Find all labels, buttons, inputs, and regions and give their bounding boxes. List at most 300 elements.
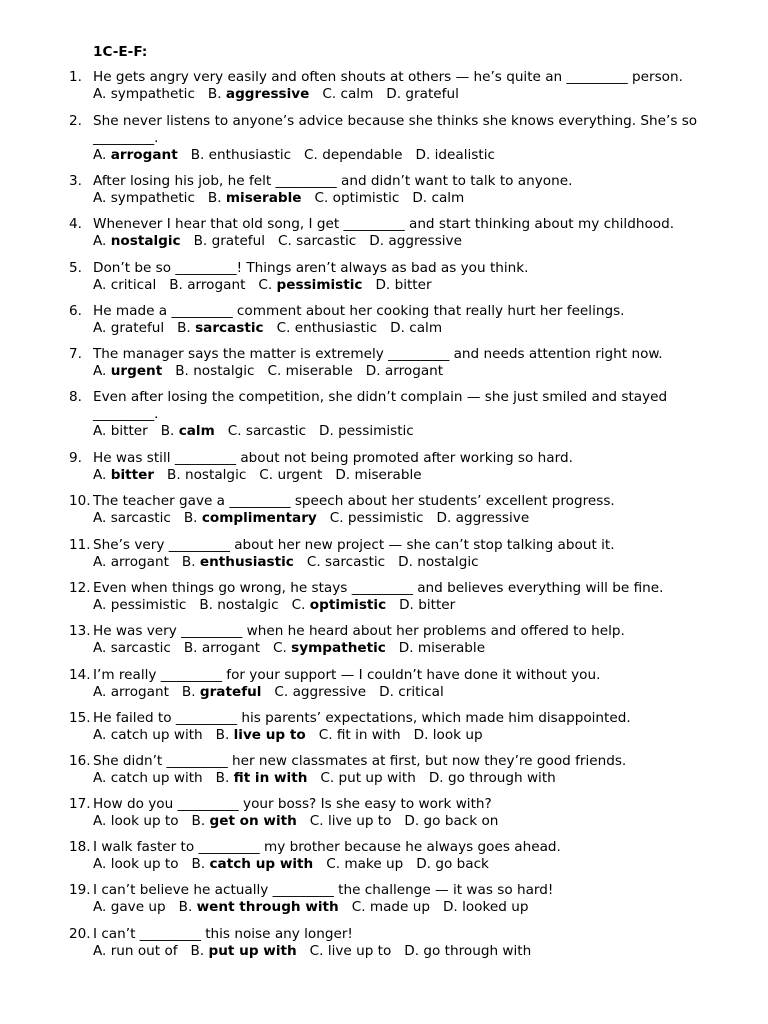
option-text: pessimistic <box>347 510 424 526</box>
option-text: live up to <box>327 943 392 959</box>
option-letter: B. <box>193 233 208 249</box>
answer-option <box>228 423 306 439</box>
answer-option <box>93 277 156 293</box>
answer-option-correct <box>93 147 178 163</box>
question-item <box>0 710 768 744</box>
option-text: made up <box>369 899 430 915</box>
question-item <box>0 493 768 527</box>
option-letter: D. <box>375 277 391 293</box>
option-letter: A. <box>93 597 107 613</box>
option-letter: B. <box>177 320 191 336</box>
option-letter: D. <box>428 770 444 786</box>
answer-option <box>277 320 378 336</box>
option-text: arrogant <box>110 684 169 700</box>
answer-option <box>314 190 399 206</box>
option-letter: B. <box>207 86 222 102</box>
answer-options <box>93 943 768 960</box>
answer-options <box>93 467 768 484</box>
option-letter: B. <box>178 899 193 915</box>
answer-option <box>93 813 179 829</box>
answer-option <box>399 597 455 613</box>
question-item <box>0 796 768 830</box>
answer-option <box>93 597 186 613</box>
option-text: nostalgic <box>193 363 255 379</box>
option-letter: A. <box>93 86 107 102</box>
option-text: grateful <box>110 320 165 336</box>
question-stem: I can’t _________ this noise any longer! <box>93 926 353 942</box>
question-number: 10. <box>69 493 91 509</box>
answer-option <box>184 640 260 656</box>
answer-option-correct <box>192 856 314 872</box>
option-text: arrogant <box>187 277 246 293</box>
answer-option <box>398 554 478 570</box>
option-letter: D. <box>404 813 420 829</box>
option-letter: C. <box>326 856 341 872</box>
option-letter: B. <box>207 190 222 206</box>
option-text: pessimistic <box>110 597 187 613</box>
answer-option <box>416 856 489 872</box>
option-text: looked up <box>462 899 529 915</box>
answer-option <box>386 86 459 102</box>
answer-option <box>93 684 169 700</box>
answer-option <box>93 899 166 915</box>
option-letter: C. <box>274 684 289 700</box>
option-text: arrogant <box>110 147 178 163</box>
option-letter: A. <box>93 684 107 700</box>
option-letter: D. <box>365 363 381 379</box>
answer-option-correct <box>93 467 154 483</box>
answer-option <box>274 684 366 700</box>
option-letter: B. <box>199 597 213 613</box>
option-text: look up to <box>110 813 179 829</box>
question-item <box>0 450 768 484</box>
answer-option <box>375 277 431 293</box>
option-letter: B. <box>183 640 198 656</box>
option-letter: C. <box>318 727 333 743</box>
option-text: pessimistic <box>338 423 414 439</box>
option-letter: B. <box>181 554 196 570</box>
answer-option <box>259 467 322 483</box>
option-text: enthusiastic <box>294 320 378 336</box>
answer-option-correct <box>208 190 302 206</box>
option-text: sympathetic <box>110 190 195 206</box>
option-text: nostalgic <box>417 554 479 570</box>
option-letter: A. <box>93 899 107 915</box>
option-letter: C. <box>322 86 337 102</box>
answer-option-correct <box>177 320 264 336</box>
option-letter: D. <box>398 640 414 656</box>
option-letter: D. <box>412 190 428 206</box>
question-item <box>0 346 768 380</box>
answer-option <box>404 943 531 959</box>
option-letter: A. <box>93 813 107 829</box>
answer-option <box>310 943 392 959</box>
answer-option <box>169 277 245 293</box>
answer-option-correct <box>192 813 297 829</box>
question-item <box>0 303 768 337</box>
question-number: 19. <box>69 882 91 898</box>
answer-options <box>93 813 768 830</box>
answer-option <box>268 363 353 379</box>
answer-options <box>93 856 768 873</box>
answer-option <box>414 727 483 743</box>
answer-option-correct <box>273 640 386 656</box>
answer-option <box>319 727 401 743</box>
answer-option-correct <box>93 363 162 379</box>
option-letter: B. <box>190 943 205 959</box>
question-stem: He was still _________ about not being promoted after working so hard. <box>93 450 573 466</box>
option-letter: D. <box>415 147 431 163</box>
question-item <box>0 882 768 916</box>
answer-option <box>390 320 442 336</box>
option-text: go through with <box>423 943 532 959</box>
question-number: 8. <box>69 389 82 405</box>
answer-option-correct <box>184 510 317 526</box>
option-letter: A. <box>93 423 107 439</box>
question-stem: She didn’t _________ her new classmates at first, but now they’re good friends. <box>93 753 627 769</box>
option-text: calm <box>431 190 465 206</box>
question-stem: Whenever I hear that old song, I get _________ and start thinking about my childhood. <box>93 216 675 232</box>
question-item <box>0 69 768 103</box>
question-stem: I can’t believe he actually _________ the challenge — it was so hard! <box>93 882 554 898</box>
answer-options <box>93 640 768 657</box>
option-letter: B. <box>191 856 206 872</box>
answer-option <box>366 363 443 379</box>
option-text: arrogant <box>110 554 169 570</box>
option-letter: D. <box>436 510 452 526</box>
option-letter: B. <box>191 813 206 829</box>
option-text: grateful <box>199 684 262 700</box>
question-item <box>0 580 768 614</box>
option-text: get on with <box>209 813 297 829</box>
answer-options <box>93 597 768 614</box>
answer-option <box>191 147 291 163</box>
option-text: sarcastic <box>110 510 171 526</box>
option-text: critical <box>110 277 157 293</box>
question-number: 16. <box>69 753 91 769</box>
option-letter: A. <box>93 510 107 526</box>
answer-options <box>93 770 768 787</box>
option-text: live up to <box>233 727 306 743</box>
question-item <box>0 537 768 571</box>
question-number: 3. <box>69 173 82 189</box>
answer-option-correct <box>191 943 297 959</box>
option-letter: C. <box>306 554 321 570</box>
option-letter: C. <box>320 770 335 786</box>
answer-option <box>93 770 203 786</box>
option-text: enthusiastic <box>208 147 292 163</box>
option-letter: A. <box>93 640 107 656</box>
option-text: miserable <box>417 640 486 656</box>
answer-option <box>93 554 169 570</box>
option-letter: A. <box>93 277 107 293</box>
option-text: optimistic <box>309 597 387 613</box>
option-text: enthusiastic <box>199 554 294 570</box>
answer-option <box>175 363 254 379</box>
question-number: 5. <box>69 260 82 276</box>
question-number: 20. <box>69 926 91 942</box>
option-letter: B. <box>190 147 205 163</box>
option-letter: C. <box>277 233 292 249</box>
option-letter: C. <box>351 899 366 915</box>
question-number: 7. <box>69 346 82 362</box>
option-letter: D. <box>379 684 394 700</box>
answer-options <box>93 147 768 164</box>
answer-option-correct <box>208 86 309 102</box>
option-letter: A. <box>93 554 107 570</box>
question-item <box>0 926 768 960</box>
option-letter: C. <box>258 277 273 293</box>
option-text: sympathetic <box>110 86 195 102</box>
answer-option-correct <box>216 770 308 786</box>
answer-option <box>352 899 430 915</box>
answer-option-correct <box>292 597 387 613</box>
option-letter: B. <box>167 467 181 483</box>
option-text: sarcastic <box>245 423 307 439</box>
option-text: grateful <box>405 86 459 102</box>
question-number: 2. <box>69 113 82 129</box>
question-stem: He gets angry very easily and often shouts at others — he’s quite an _________ person. <box>93 69 683 85</box>
option-text: sarcastic <box>110 640 171 656</box>
question-number: 14. <box>69 667 91 683</box>
option-text: run out of <box>110 943 178 959</box>
answer-options <box>93 277 768 294</box>
option-text: fit in with <box>233 770 308 786</box>
answer-option <box>320 770 415 786</box>
option-text: put up with <box>338 770 416 786</box>
option-letter: C. <box>314 190 329 206</box>
question-item <box>0 753 768 787</box>
answer-option <box>330 510 424 526</box>
option-letter: A. <box>93 770 107 786</box>
option-letter: D. <box>335 467 351 483</box>
question-stem: After losing his job, he felt _________ and didn’t want to talk to anyone. <box>93 173 573 189</box>
question-item <box>0 260 768 294</box>
option-letter: D. <box>386 86 402 102</box>
option-text: grateful <box>211 233 265 249</box>
answer-option <box>93 640 171 656</box>
question-stem: The manager says the matter is extremely _________ and needs attention right now. <box>93 346 663 362</box>
option-text: urgent <box>110 363 163 379</box>
answer-option <box>319 423 414 439</box>
option-text: bitter <box>110 423 148 439</box>
option-text: live up to <box>327 813 392 829</box>
option-text: miserable <box>285 363 353 379</box>
question-item <box>0 623 768 657</box>
question-number: 11. <box>69 537 91 553</box>
option-text: calm <box>340 86 374 102</box>
question-item <box>0 113 768 164</box>
answer-option <box>307 554 385 570</box>
answer-option <box>93 856 179 872</box>
answer-option <box>443 899 528 915</box>
option-text: nostalgic <box>217 597 279 613</box>
question-number: 12. <box>69 580 91 596</box>
option-letter: A. <box>93 943 107 959</box>
answer-options <box>93 190 768 207</box>
option-letter: D. <box>404 943 420 959</box>
answer-option-correct <box>161 423 215 439</box>
question-item <box>0 389 768 440</box>
option-text: nostalgic <box>184 467 247 483</box>
option-text: make up <box>344 856 404 872</box>
answer-option <box>436 510 529 526</box>
answer-option <box>304 147 402 163</box>
option-letter: D. <box>398 554 413 570</box>
option-letter: C. <box>227 423 242 439</box>
worksheet-heading: 1C-E-F: <box>93 44 148 60</box>
option-letter: B. <box>181 684 196 700</box>
option-letter: D. <box>390 320 405 336</box>
option-text: bitter <box>418 597 456 613</box>
question-item <box>0 667 768 701</box>
answer-options <box>93 363 768 380</box>
option-text: urgent <box>277 467 323 483</box>
answer-option <box>93 190 195 206</box>
option-letter: D. <box>399 597 414 613</box>
option-text: aggressive <box>225 86 310 102</box>
option-letter: C. <box>304 147 318 163</box>
question-item <box>0 173 768 207</box>
option-text: look up <box>432 727 483 743</box>
option-text: go through with <box>447 770 556 786</box>
option-letter: B. <box>160 423 175 439</box>
option-letter: B. <box>215 770 230 786</box>
option-text: fit in with <box>336 727 401 743</box>
question-stem: How do you _________ your boss? Is she easy to work with? <box>93 796 492 812</box>
question-stem: The teacher gave a _________ speech about her students’ excellent progress. <box>93 493 615 509</box>
option-text: bitter <box>110 467 155 483</box>
option-text: go back <box>435 856 489 872</box>
option-text: sarcastic <box>324 554 386 570</box>
answer-option-correct <box>216 727 306 743</box>
option-text: catch up with <box>110 770 203 786</box>
option-text: arrogant <box>201 640 261 656</box>
option-text: optimistic <box>332 190 400 206</box>
question-number: 4. <box>69 216 82 232</box>
option-text: went through with <box>196 899 339 915</box>
answer-option <box>93 86 195 102</box>
answer-options <box>93 510 768 527</box>
answer-option <box>93 727 203 743</box>
question-stem: Even after losing the competition, she didn’t complain — she just smiled and stayed _________. <box>93 389 668 422</box>
option-letter: C. <box>291 597 306 613</box>
option-letter: B. <box>175 363 189 379</box>
question-stem: Even when things go wrong, he stays _________ and believes everything will be fine. <box>93 580 664 596</box>
option-text: idealistic <box>434 147 495 163</box>
option-text: look up to <box>110 856 179 872</box>
option-letter: C. <box>276 320 291 336</box>
question-stem: I walk faster to _________ my brother because he always goes ahead. <box>93 839 561 855</box>
answer-option <box>404 813 498 829</box>
answer-option <box>369 233 462 249</box>
question-number: 13. <box>69 623 91 639</box>
option-letter: A. <box>93 727 107 743</box>
answer-options <box>93 727 768 744</box>
question-item <box>0 839 768 873</box>
option-text: gave up <box>110 899 166 915</box>
question-stem: Don’t be so _________! Things aren’t always as bad as you think. <box>93 260 529 276</box>
option-text: dependable <box>322 147 403 163</box>
answer-options <box>93 233 768 250</box>
option-text: sarcastic <box>195 320 264 336</box>
option-text: critical <box>398 684 444 700</box>
option-letter: D. <box>319 423 334 439</box>
question-number: 6. <box>69 303 82 319</box>
option-letter: D. <box>416 856 432 872</box>
answer-option <box>93 510 171 526</box>
option-letter: D. <box>413 727 429 743</box>
answer-options <box>93 684 768 701</box>
question-stem: I’m really _________ for your support — I couldn’t have done it without you. <box>93 667 601 683</box>
question-item <box>0 216 768 250</box>
answer-option <box>278 233 356 249</box>
answer-option <box>379 684 444 700</box>
option-letter: A. <box>93 147 107 163</box>
option-letter: C. <box>329 510 344 526</box>
question-stem: She never listens to anyone’s advice because she thinks she knows everything. She’s so _________. <box>93 113 698 146</box>
option-letter: C. <box>309 943 324 959</box>
answer-option <box>167 467 246 483</box>
answer-option <box>93 320 164 336</box>
answer-option <box>199 597 278 613</box>
question-stem: He failed to _________ his parents’ expectations, which made him disappointed. <box>93 710 631 726</box>
option-text: aggressive <box>388 233 462 249</box>
option-letter: A. <box>93 856 107 872</box>
option-text: catch up with <box>209 856 314 872</box>
option-text: miserable <box>354 467 422 483</box>
option-letter: C. <box>309 813 324 829</box>
option-letter: D. <box>442 899 458 915</box>
option-text: bitter <box>394 277 432 293</box>
option-letter: B. <box>215 727 230 743</box>
answer-option <box>322 86 373 102</box>
option-letter: A. <box>93 320 107 336</box>
option-letter: C. <box>267 363 282 379</box>
answer-options <box>93 554 768 571</box>
option-text: miserable <box>225 190 302 206</box>
answer-option <box>93 423 148 439</box>
option-text: go back on <box>423 813 499 829</box>
answer-option-correct <box>182 684 262 700</box>
answer-option <box>412 190 464 206</box>
option-text: aggressive <box>455 510 530 526</box>
option-letter: A. <box>93 233 107 249</box>
answer-option <box>429 770 556 786</box>
answer-option <box>335 467 421 483</box>
answer-option-correct <box>258 277 362 293</box>
option-text: aggressive <box>292 684 367 700</box>
option-letter: C. <box>259 467 274 483</box>
question-stem: He was very _________ when he heard about her problems and offered to help. <box>93 623 625 639</box>
answer-option <box>93 943 178 959</box>
answer-option <box>194 233 265 249</box>
answer-options <box>93 86 768 103</box>
question-stem: He made a _________ comment about her cooking that really hurt her feelings. <box>93 303 625 319</box>
answer-options <box>93 423 768 440</box>
answer-option-correct <box>182 554 294 570</box>
answer-option-correct <box>179 899 339 915</box>
answer-option <box>416 147 495 163</box>
answer-option-correct <box>93 233 181 249</box>
option-letter: B. <box>169 277 183 293</box>
option-letter: C. <box>273 640 287 656</box>
question-stem: She’s very _________ about her new project — she can’t stop talking about it. <box>93 537 615 553</box>
answer-options <box>93 320 768 337</box>
option-text: complimentary <box>201 510 317 526</box>
option-text: sympathetic <box>291 640 386 656</box>
option-text: put up with <box>208 943 297 959</box>
